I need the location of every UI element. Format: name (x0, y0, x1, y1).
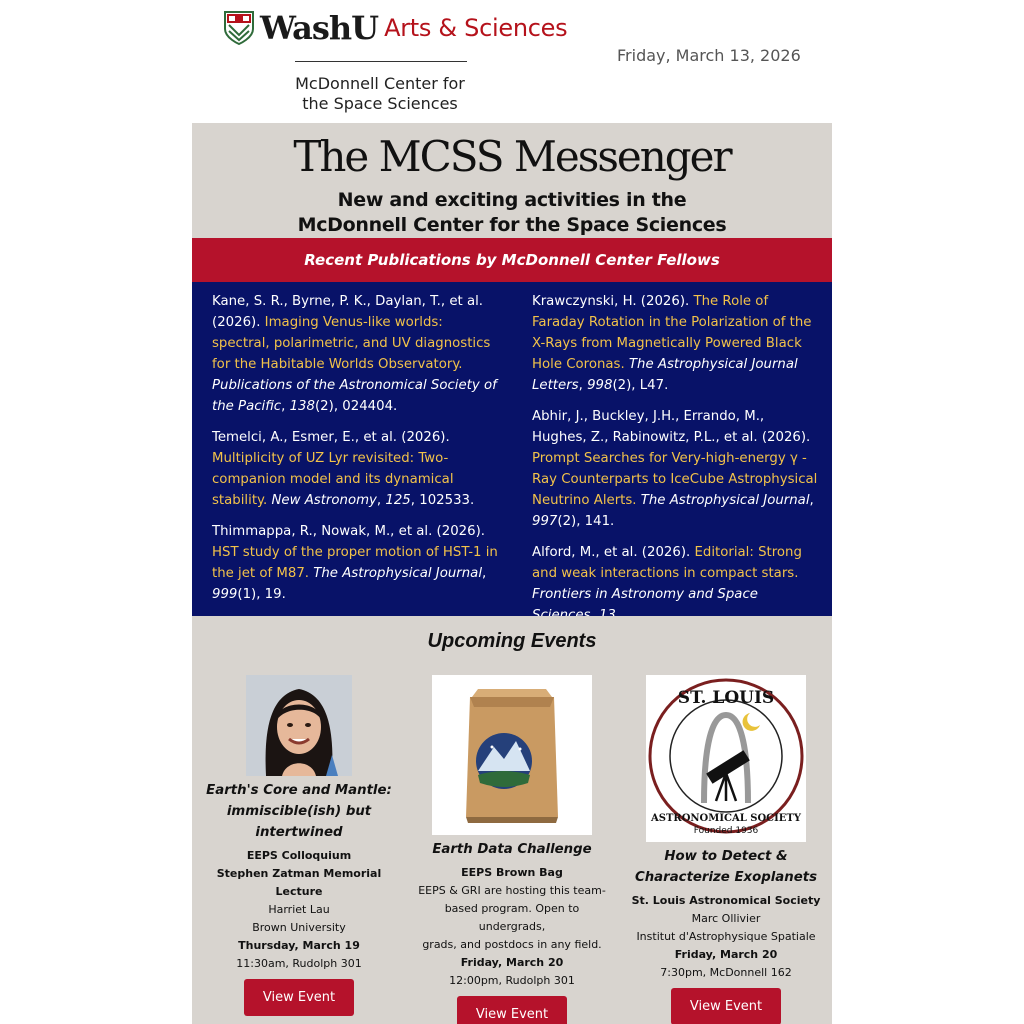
pub-title-link[interactable]: Prompt Searches for Very-high-energy γ -Ray Counterparts to IceCube Astrophysical Neutrino Alerts. (532, 451, 818, 508)
event-date: Friday, March 20 (460, 956, 564, 969)
pub-pages: (2), 024404. (314, 399, 398, 414)
pub-authors: Abhir, J., Buckley, J.H., Errando, M., Hughes, Z., Rabinowitz, P.L., et al. (2026). (532, 409, 811, 445)
publication-item (212, 291, 500, 417)
publication-item (212, 521, 500, 605)
brown-bag-image[interactable] (432, 675, 592, 835)
event-card (622, 675, 830, 1024)
astronomical-society-logo[interactable] (646, 675, 806, 842)
pub-authors: Temelci, A., Esmer, E., et al. (2026). (212, 430, 450, 445)
newsletter-subtitle (192, 188, 832, 238)
event-title-line: immiscible(ish) but (226, 804, 372, 819)
washu-shield-icon (224, 11, 254, 45)
event-speaker: Marc Ollivier (691, 912, 761, 925)
event-description-line: based program. Open to undergrads, (444, 902, 580, 933)
event-series: EEPS Brown Bag (461, 866, 563, 879)
events-heading: Upcoming Events (427, 630, 597, 652)
st-louis-astronomical-society-icon (646, 675, 806, 842)
pub-pages: (2), L47. (612, 378, 669, 393)
pub-title-link[interactable]: Multiplicity of UZ Lyr revisited: Two-companion model and its dynamical stability. (212, 451, 454, 508)
event-speaker: Harriet Lau (268, 903, 330, 916)
publications-right-column (532, 291, 820, 636)
newsletter-header (192, 0, 832, 123)
logo-bottom-text: ASTRONOMICAL SOCIETY (650, 813, 802, 824)
event-title (410, 839, 614, 860)
publication-item (532, 406, 820, 532)
event-title-line: intertwined (255, 825, 343, 840)
pub-volume: 999 (212, 587, 238, 602)
publication-item (532, 542, 820, 626)
pub-journal: The Astrophysical Journal (309, 566, 483, 581)
event-title-line: How to Detect & (664, 849, 788, 864)
arts-sciences-wordmark: Arts & Sciences (384, 14, 568, 42)
paper-bag-icon (432, 675, 592, 835)
subtitle-line2: McDonnell Center for the Space Sciences (297, 214, 727, 236)
pub-journal: The Astrophysical Journal Letters (532, 357, 798, 393)
pub-title-link[interactable]: Imaging Venus-like worlds: spectral, polarimetric, and UV diagnostics for the Habitable Worlds Observatory. (212, 315, 491, 372)
pub-sep: , (809, 493, 814, 508)
event-card (196, 675, 402, 1016)
pub-authors: Kane, S. R., Byrne, P. K., Daylan, T., et al. (2026). (212, 294, 484, 330)
event-time-location: 12:00pm, Rudolph 301 (449, 974, 575, 987)
washu-wordmark: WashU (260, 9, 379, 47)
pub-volume: 138 (289, 399, 315, 414)
pub-journal: Frontiers in Astronomy and Space (532, 587, 758, 602)
pub-title-link[interactable]: The Role of Faraday Rotation in the Polarization of the X-Rays from Magnetically Powered Black Hole Coronas. (532, 294, 812, 372)
event-date: Thursday, March 19 (238, 939, 360, 952)
issue-date: Friday, March 13, 2026 (617, 46, 801, 65)
event-title-line: Earth's Core and Mantle: (206, 783, 392, 798)
pub-volume: 125 (385, 493, 411, 508)
pub-journal: The Astrophysical Journal (636, 493, 810, 508)
event-series: St. Louis Astronomical Society (631, 894, 821, 907)
pub-authors: Alford, M., et al. (2026). (532, 545, 695, 560)
pub-sep: , (281, 399, 290, 414)
newsletter-title: The MCSS Messenger (293, 132, 731, 181)
event-date: Friday, March 20 (674, 948, 778, 961)
view-event-button[interactable]: View Event (457, 996, 567, 1024)
event-affiliation: Institut d'Astrophysique Spatiale (636, 930, 816, 943)
event-series: EEPS Colloquium (246, 849, 352, 862)
view-event-button[interactable]: View Event (671, 988, 781, 1024)
washu-logo[interactable] (224, 10, 567, 46)
pub-sep: , (482, 566, 487, 581)
speaker-photo[interactable] (246, 675, 352, 776)
publications-section (192, 282, 832, 616)
event-title-line: Earth Data Challenge (432, 842, 592, 857)
pub-authors: Thimmappa, R., Nowak, M., et al. (2026). (212, 524, 485, 539)
logo-divider (295, 61, 467, 62)
pub-sep: , (578, 378, 588, 393)
event-title (622, 846, 830, 888)
publication-item (212, 427, 500, 511)
pub-sep: , (376, 493, 386, 508)
event-card (410, 675, 614, 1024)
event-time-location: 11:30am, Rudolph 301 (236, 957, 362, 970)
event-series-sub: Stephen Zatman Memorial Lecture (216, 867, 382, 898)
pub-title-link[interactable]: HST study of the proper motion of HST-1 in the jet of M87. (212, 545, 498, 581)
publication-item (532, 291, 820, 396)
pub-journal: Publications of the Astronomical Society of the Pacific (212, 378, 497, 414)
pub-authors: Krawczynski, H. (2026). (532, 294, 694, 309)
pub-journal: New Astronomy (267, 493, 377, 508)
center-name (284, 74, 476, 114)
event-title-line: Characterize Exoplanets (634, 870, 818, 885)
event-description (410, 882, 614, 954)
events-section (192, 616, 832, 1024)
title-block (192, 123, 832, 238)
event-title (196, 780, 402, 843)
event-description-line: grads, and postdocs in any field. (422, 938, 602, 951)
publications-left-column (212, 291, 500, 615)
publications-heading: Recent Publications by McDonnell Center Fellows (192, 238, 832, 282)
pub-pages: (2), 141. (557, 514, 615, 529)
event-time-location: 7:30pm, McDonnell 162 (660, 966, 792, 979)
center-name-line1: McDonnell Center for (295, 74, 465, 93)
event-affiliation: Brown University (252, 921, 346, 934)
pub-volume: 997 (532, 514, 558, 529)
logo-top-text: ST. LOUIS (677, 688, 775, 708)
pub-pages: (1), 19. (237, 587, 286, 602)
subtitle-line1: New and exciting activities in the (337, 189, 687, 211)
speaker-portrait-icon (246, 675, 352, 776)
event-description-line: EEPS & GRI are hosting this team- (418, 884, 606, 897)
logo-founded-text: Founded 1936 (693, 826, 759, 836)
center-name-line2: the Space Sciences (302, 94, 458, 113)
view-event-button[interactable]: View Event (244, 979, 354, 1016)
pub-title-link[interactable]: Editorial: Strong and weak interactions in compact stars. (532, 545, 802, 581)
pub-volume: 998 (587, 378, 613, 393)
pub-pages: , 102533. (410, 493, 475, 508)
